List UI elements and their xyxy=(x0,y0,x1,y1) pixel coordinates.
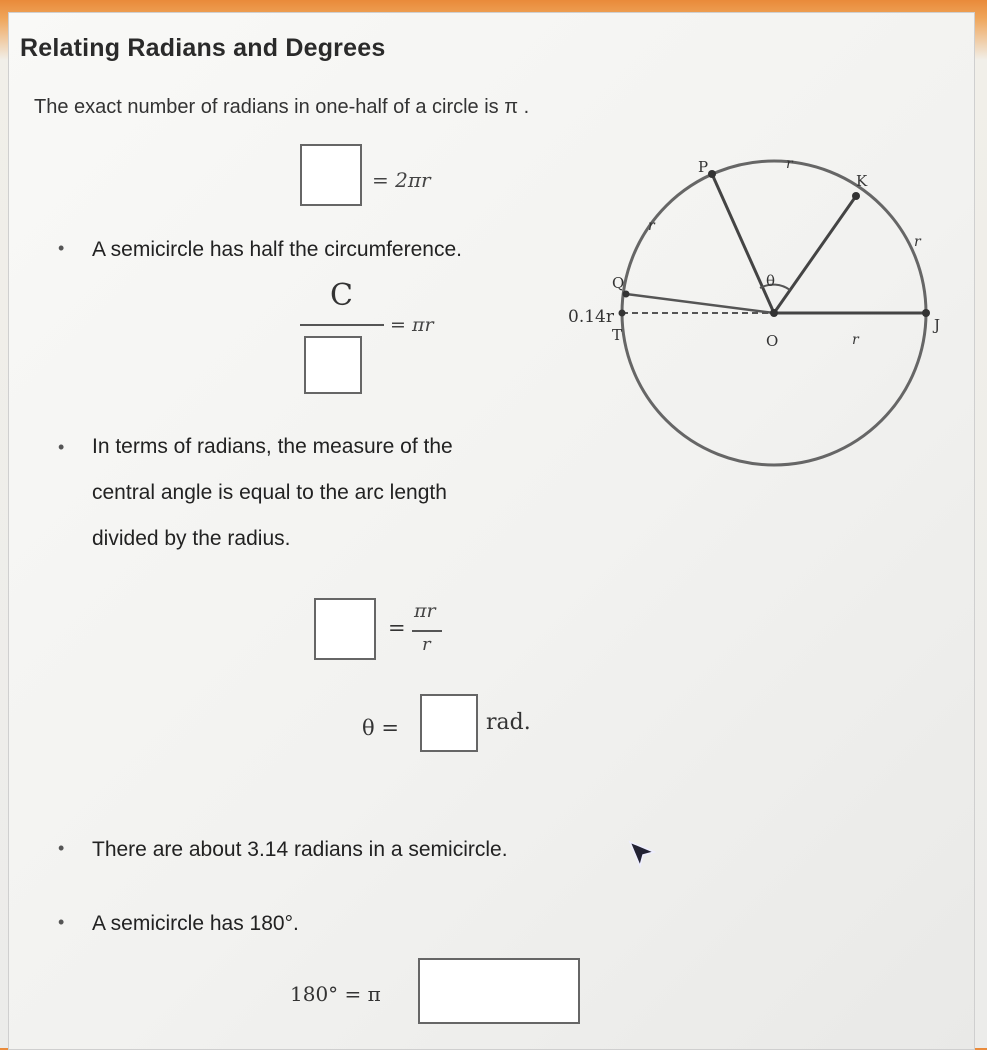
point-O xyxy=(770,309,778,317)
eq1-rhs: = 2πr xyxy=(372,168,431,192)
eq3-equals: = xyxy=(388,616,406,640)
eq4-unit: rad. xyxy=(486,710,531,735)
eq4-lhs: θ = xyxy=(362,716,399,740)
label-Q: Q xyxy=(612,274,625,292)
bullet-semicircle-degrees: • A semicircle has 180°. xyxy=(92,912,299,936)
eq2-rhs: = πr xyxy=(390,314,434,336)
circle-diagram xyxy=(560,150,980,480)
answer-box-circumference[interactable] xyxy=(300,144,362,206)
segment-QO xyxy=(626,294,774,313)
point-K xyxy=(852,192,860,200)
label-P: P xyxy=(698,158,709,176)
bullet-semicircle-radians: • There are about 3.14 radians in a semicircle. xyxy=(92,838,508,862)
intro-text: The exact number of radians in one-half of a circle is π . xyxy=(34,96,530,118)
eq2-fraction-bar xyxy=(300,324,384,326)
bullet-radian-definition xyxy=(92,424,453,562)
answer-box-denominator[interactable] xyxy=(304,336,362,394)
bullet-semicircle-circumference: • A semicircle has half the circumference. xyxy=(92,238,462,262)
label-r-radius: r xyxy=(852,332,859,348)
eq3-fraction-bar xyxy=(412,630,442,632)
label-0.14r: 0.14r xyxy=(568,307,614,327)
point-P xyxy=(708,170,716,178)
label-r-right: r xyxy=(914,234,921,250)
answer-box-theta[interactable] xyxy=(420,694,478,752)
label-r-left: r xyxy=(648,218,655,234)
eq2-numerator: C xyxy=(330,278,353,313)
point-J xyxy=(922,309,930,317)
label-O: O xyxy=(766,332,779,350)
bullet2-line2: central angle is equal to the arc length xyxy=(92,481,447,504)
label-theta: θ xyxy=(766,272,776,290)
bullet2-line3: divided by the radius. xyxy=(92,527,291,550)
segment-PO xyxy=(712,174,774,313)
bullet2-line1: • In terms of radians, the measure of the xyxy=(92,435,453,458)
label-K: K xyxy=(856,172,868,190)
page-title: Relating Radians and Degrees xyxy=(20,34,386,62)
answer-box-degrees[interactable] xyxy=(418,958,580,1024)
segment-KO xyxy=(774,196,856,313)
eq5-lhs: 180° = π xyxy=(290,982,381,1006)
label-J: J xyxy=(934,316,941,334)
label-T: T xyxy=(612,326,623,344)
answer-box-angle[interactable] xyxy=(314,598,376,660)
eq3-denominator: r xyxy=(422,634,431,655)
eq3-numerator: πr xyxy=(414,600,436,622)
point-T xyxy=(619,310,626,317)
label-r-top: r xyxy=(786,156,793,172)
mouse-cursor-icon xyxy=(626,838,658,870)
